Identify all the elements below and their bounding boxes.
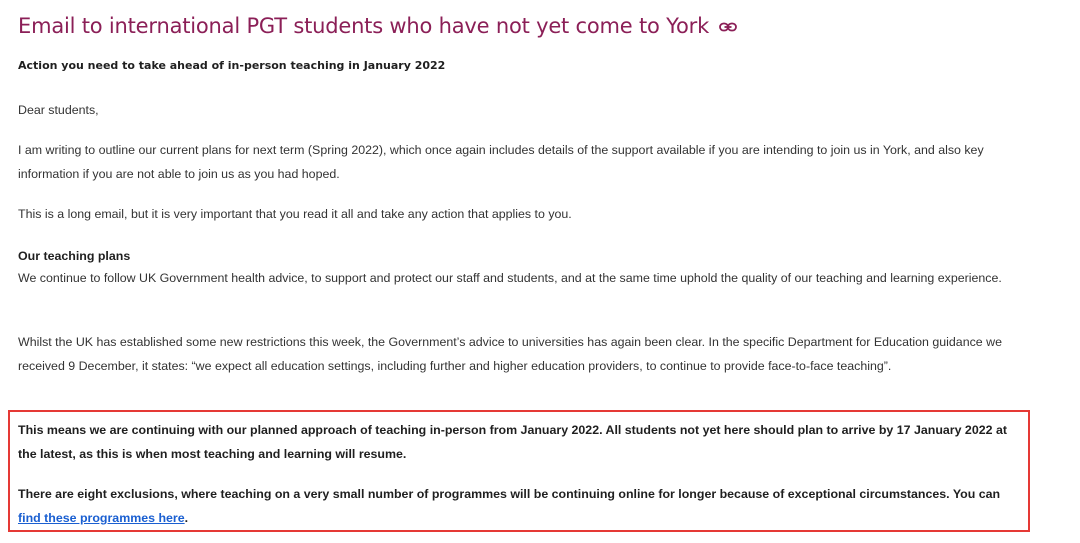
teaching-section: [18, 244, 1028, 268]
highlight-box: [8, 410, 1030, 532]
subtitle: Action you need to take ahead of in-person teaching in January 2022: [18, 59, 446, 72]
find-programmes-link[interactable]: find these programmes here: [18, 511, 185, 525]
exclusions-period: .: [184, 511, 189, 525]
title-row: [18, 14, 737, 38]
paragraph-plans: I am writing to outline our current plans for next term (Spring 2022), which once again includes details of the support available if you are intending to join us in York, and also key information if you are not able to join us as you had hoped.: [18, 143, 984, 181]
greeting: Dear students,: [18, 103, 99, 117]
exclusions-text: There are eight exclusions, where teaching on a very small number of programmes will be continuing online for longer because of exceptional circumstances. You can: [18, 487, 1001, 501]
paragraph-health-advice: We continue to follow UK Government health advice, to support and protect our staff and students, and at the same time uphold the quality of our teaching and learning experience.: [18, 271, 1002, 285]
teaching-heading: Our teaching plans: [18, 249, 131, 263]
highlight-paragraph-arrival: This means we are continuing with our planned approach of teaching in-person from January 2022. All students not yet here should plan to arrive by 17 January 2022 at the latest, as this is when most teaching and learning will resume.: [18, 423, 1007, 461]
link-icon[interactable]: [719, 20, 737, 32]
paragraph-restrictions: Whilst the UK has established some new restrictions this week, the Government’s advice to universities has again been clear. In the specific Department for Education guidance we received 9 December, it states: “we expect all education settings, including further and higher education providers, to continue to provide face-to-face teaching”.: [18, 335, 1002, 373]
page-title: Email to international PGT students who have not yet come to York: [18, 14, 710, 38]
paragraph-long-email: This is a long email, but it is very important that you read it all and take any action that applies to you.: [18, 207, 572, 221]
